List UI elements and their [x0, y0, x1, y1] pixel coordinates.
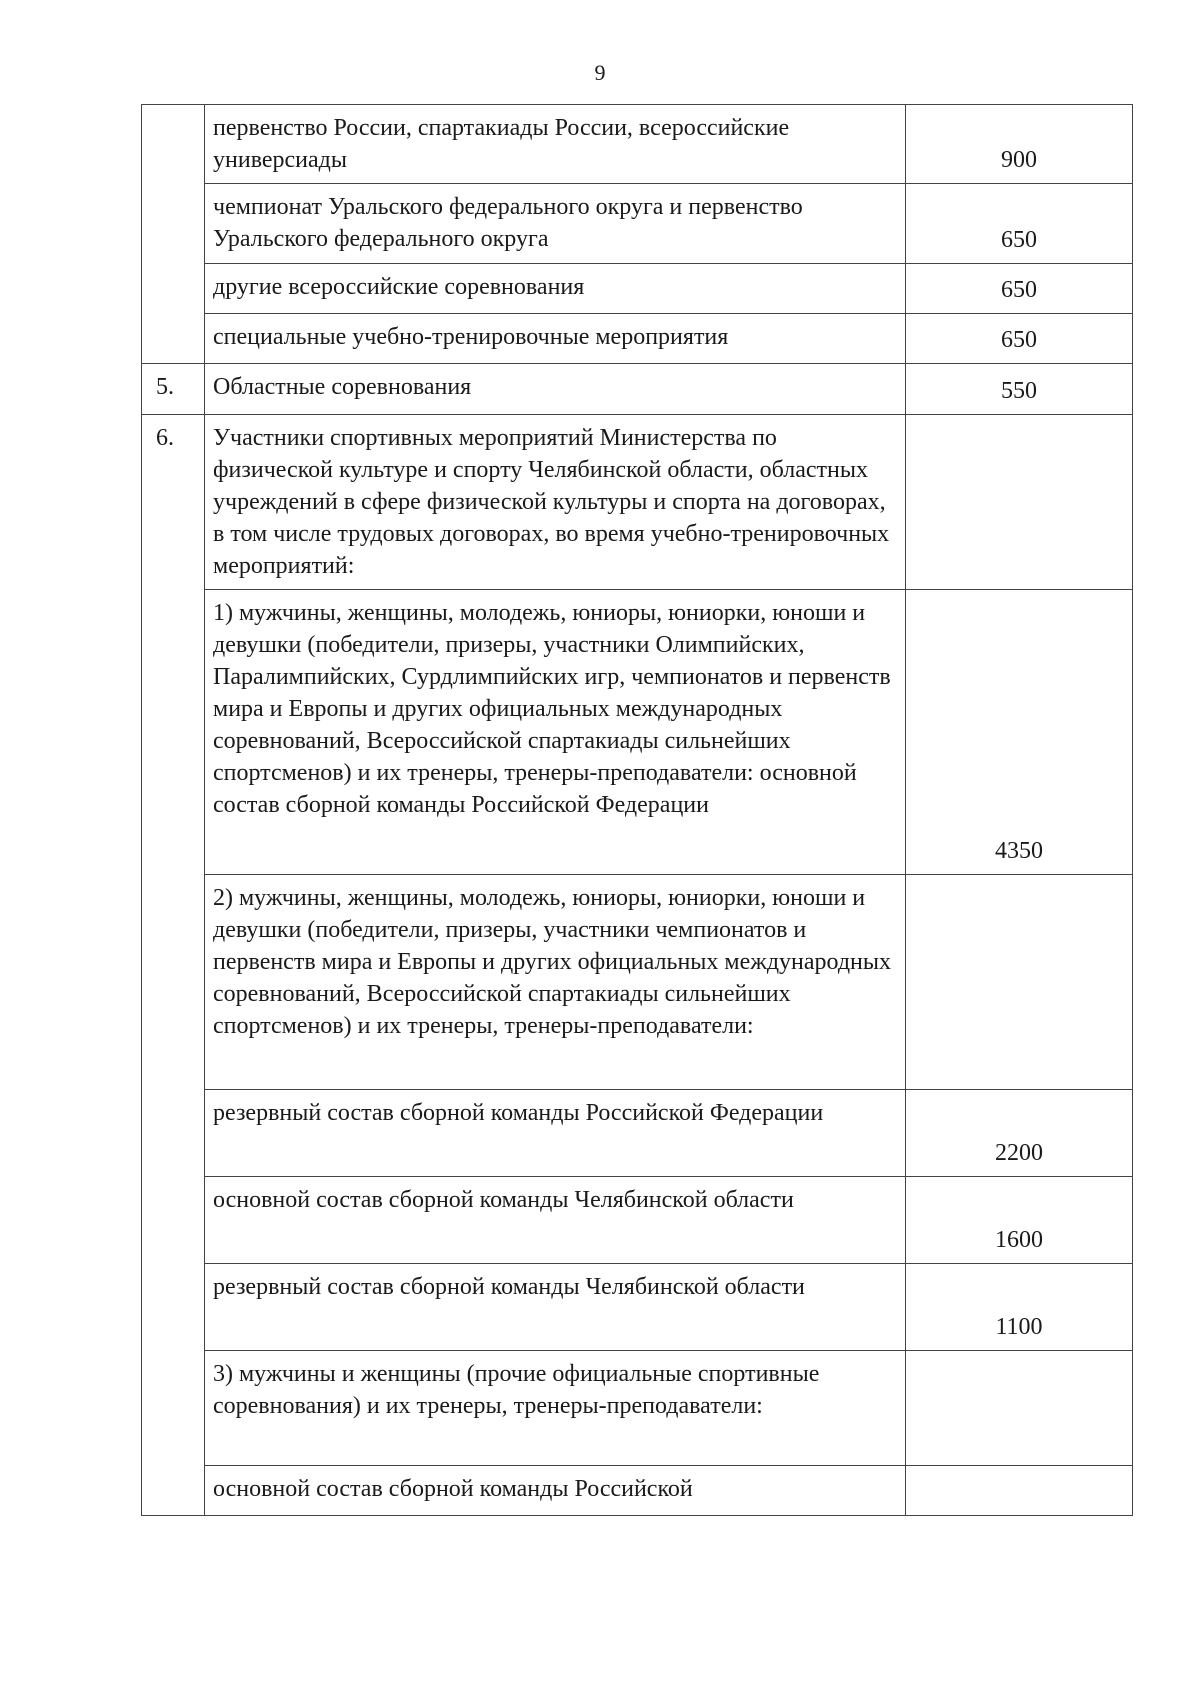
row-value [906, 415, 1133, 590]
table-row [142, 314, 1133, 364]
table-row [142, 184, 1133, 264]
row-description: 1) мужчины, женщины, молодежь, юниоры, юниорки, юноши и девушки (победители, призеры, участники Олимпийских, Паралимпийских, Сурдлимпийских игр, чемпионатов и первенств мира и Европы и других официальных международных соревнований, Всероссийской спартакиады сильнейших спортсменов) и их тренеры, тренеры-преподаватели: основной состав сборной команды Российской Федерации [205, 590, 906, 875]
table-row [142, 1351, 1133, 1466]
row-value: 1600 [906, 1177, 1133, 1264]
row-number [142, 184, 205, 264]
row-number [142, 1177, 205, 1264]
row-description: основной состав сборной команды Челябинской области [205, 1177, 906, 1264]
row-description: 3) мужчины и женщины (прочие официальные спортивные соревнования) и их тренеры, тренеры-преподаватели: [205, 1351, 906, 1466]
row-description: Областные соревнования [205, 364, 906, 415]
row-description: резервный состав сборной команды Челябинской области [205, 1264, 906, 1351]
row-description: другие всероссийские соревнования [205, 264, 906, 314]
row-description: 2) мужчины, женщины, молодежь, юниоры, юниорки, юноши и девушки (победители, призеры, участники чемпионатов и первенств мира и Европы и других официальных международных соревнований, Всероссийской спартакиады сильнейших спортсменов) и их тренеры, тренеры-преподаватели: [205, 875, 906, 1090]
row-description: чемпионат Уральского федерального округа и первенство Уральского федерального округа [205, 184, 906, 264]
row-value: 4350 [906, 590, 1133, 875]
row-number [142, 264, 205, 314]
row-description: резервный состав сборной команды Российской Федерации [205, 1090, 906, 1177]
table-row [142, 105, 1133, 184]
table-row [142, 364, 1133, 415]
row-number: 5. [142, 364, 205, 415]
row-description: Участники спортивных мероприятий Министерства по физической культуре и спорту Челябинской области, областных учреждений в сфере физической культуры и спорта на договорах, в том числе трудовых договорах, во время учебно-тренировочных мероприятий: [205, 415, 906, 590]
table-row [142, 875, 1133, 1090]
row-number [142, 590, 205, 875]
row-number [142, 314, 205, 364]
row-number [142, 105, 205, 184]
row-value [906, 1466, 1133, 1516]
row-value: 650 [906, 184, 1133, 264]
page-number: 9 [594, 60, 606, 85]
row-description: специальные учебно-тренировочные мероприятия [205, 314, 906, 364]
row-description: первенство России, спартакиады России, всероссийские универсиады [205, 105, 906, 184]
row-number [142, 1466, 205, 1516]
table-row [142, 1090, 1133, 1177]
row-value [906, 875, 1133, 1090]
row-value: 650 [906, 314, 1133, 364]
row-value: 2200 [906, 1090, 1133, 1177]
table-row [142, 264, 1133, 314]
row-number: 6. [142, 415, 205, 590]
rates-table [141, 104, 1133, 1516]
table-row [142, 1466, 1133, 1516]
row-value: 650 [906, 264, 1133, 314]
row-value: 1100 [906, 1264, 1133, 1351]
row-description: основной состав сборной команды Российской [205, 1466, 906, 1516]
row-value: 900 [906, 105, 1133, 184]
row-number [142, 1351, 205, 1466]
row-number [142, 1090, 205, 1177]
table-row [142, 1177, 1133, 1264]
table-row [142, 415, 1133, 590]
row-value [906, 1351, 1133, 1466]
table-row [142, 590, 1133, 875]
row-number [142, 875, 205, 1090]
table-row [142, 1264, 1133, 1351]
row-value: 550 [906, 364, 1133, 415]
row-number [142, 1264, 205, 1351]
